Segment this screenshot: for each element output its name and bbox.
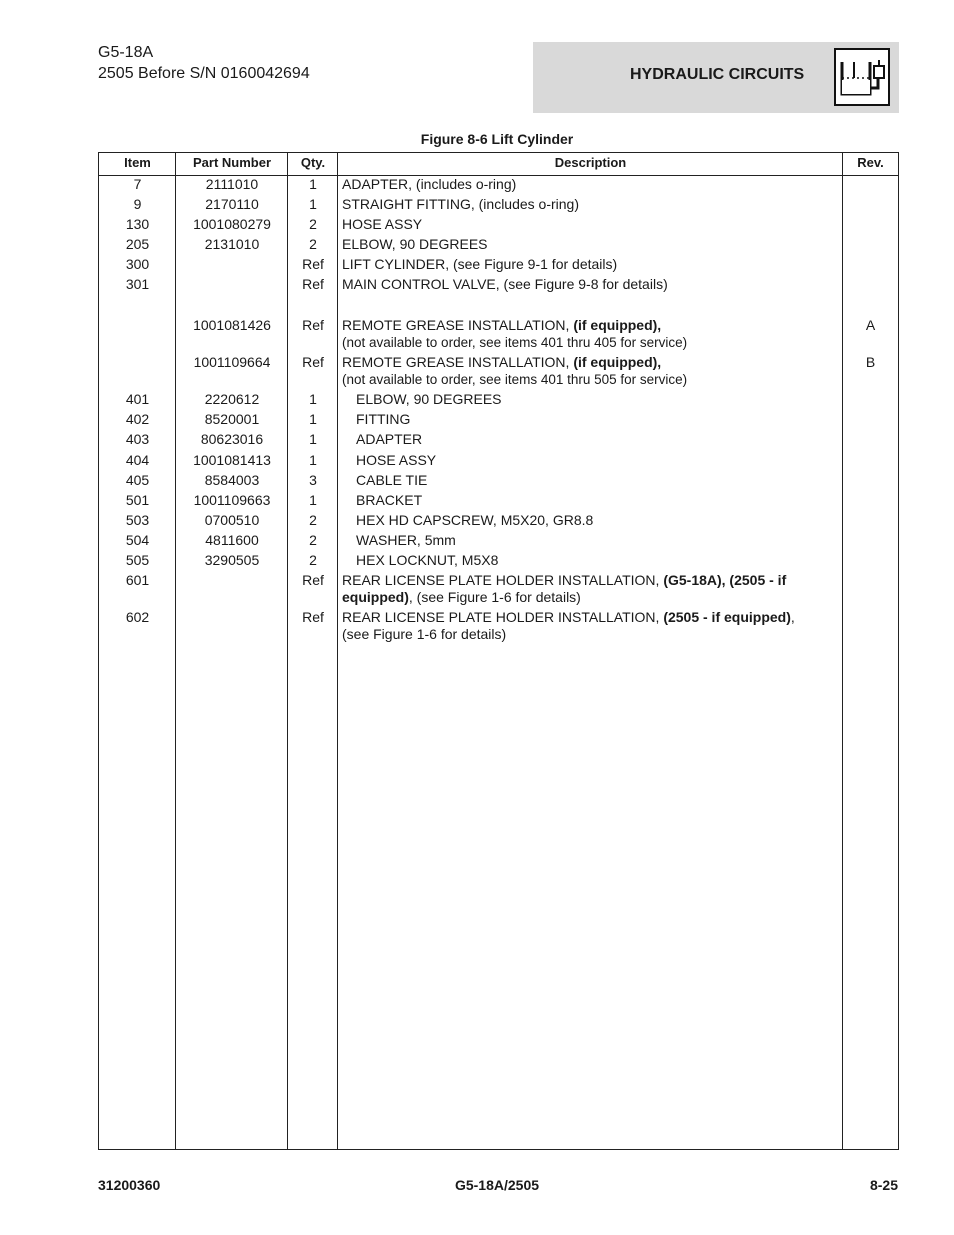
section-title: HYDRAULIC CIRCUITS [630, 66, 805, 83]
col-header-rev: Rev. [857, 155, 884, 170]
figure-title: Figure 8-6 Lift Cylinder [420, 131, 574, 147]
hydraulic-tank-icon [834, 48, 890, 106]
footer-doc-number: 31200360 [98, 1177, 161, 1193]
model-label: G5-18A [98, 44, 154, 61]
col-header-qty: Qty. [300, 155, 326, 170]
column-divider [287, 153, 288, 1149]
section-banner [533, 42, 899, 113]
parts-table: Item Part Number Qty. Description Rev. 7 2111010 1 ADAPTER, (includes o-ring) 9 2170110 1 STRAIGHT FITTING, (includes o-ring) 130 1001080279 2 HOSE ASSY 205 2131010 2 ELBOW, 90 DEGREES 300 Ref LIFT CYLINDER, (see Figure 9-1 for details) 301 Ref MAIN CONTROL VALVE, (see Figure 9-8 for details) 1001081426 Ref REMOTE GREASE INSTALLATION, (if equipped), (not available to order, see items 401 thru 405 for service) A 1001109664 Ref REMOTE GREASE INSTALLATION, (if equipped), (not available to order, see items 401 thru 505 for service) B 401 2220612 1 ELBOW, 90 DEGREES 402 8520001 1 FITTING 403 80623016 1 ADAPTER 404 1001081413 1 HOSE ASSY 405 8584003 3 CABLE TIE 501 1001109663 1 BRACKET 503 0700510 2 HEX HD CAPSCREW, M5X20, GR8.8 504 4811600 2 WASHER, 5mm 505 3290505 2 HEX LOCKNUT, M5X8 601 Ref REAR LICENSE PLATE HOLDER INSTALLATION, (G5-18A), (2505 - if equipped), (see Figure 1-6 for details) 602 Ref REAR LICENSE PLATE HOLDER INSTALLATION, (2505 - if equipped), (see Figure 1-6 for details) [98, 152, 899, 1150]
column-divider [175, 153, 176, 1149]
document-header [98, 42, 310, 84]
column-divider [337, 153, 338, 1149]
column-divider [842, 153, 843, 1149]
col-header-item: Item [124, 155, 151, 170]
serial-label: 2505 Before S/N 0160042694 [98, 65, 310, 82]
footer-page-number: 8-25 [869, 1177, 898, 1193]
col-header-description: Description [554, 155, 627, 170]
col-header-part-number: Part Number [192, 155, 272, 170]
footer-model: G5-18A/2505 [454, 1177, 540, 1193]
